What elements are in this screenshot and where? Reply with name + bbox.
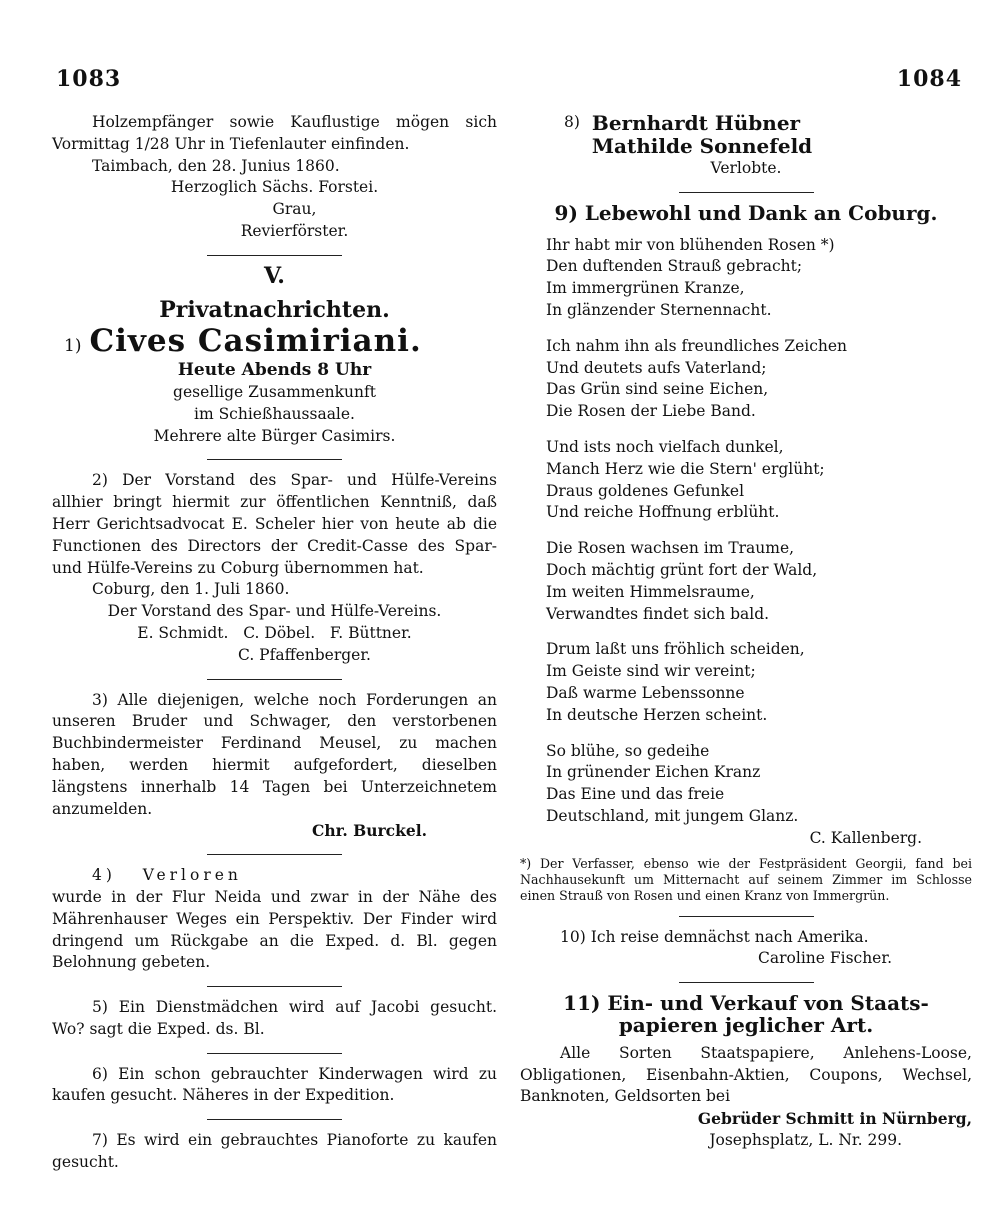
- notice-3-sign: Chr. Burckel.: [311, 821, 427, 841]
- notice-8: [564, 112, 972, 158]
- poem-line: Doch mächtig grünt fort der Wald,: [546, 560, 818, 579]
- section-title: Privatnachrichten.: [159, 296, 390, 323]
- forst-notice-date: Taimbach, den 28. Junius 1860.: [92, 156, 340, 175]
- forst-notice-title: Revierförster.: [240, 221, 349, 240]
- right-column: [520, 112, 972, 1152]
- poem-line: Manch Herz wie die Stern' erglüht;: [546, 459, 825, 478]
- notice-1-line1: gesellige Zusammenkunft: [173, 382, 376, 401]
- poem-line: Im immergrünen Kranze,: [546, 279, 745, 298]
- poem-line: Das Grün sind seine Eichen,: [546, 380, 769, 399]
- poem-line: Die Rosen wachsen im Traume,: [546, 539, 795, 558]
- notice-2-text: 2) Der Vorstand des Spar- und Hülfe-Vereins allhier bringt hiermit zur öffentlichen Kenntniß, daß Herr Gerichtsadvocat E. Scheler hier von heute ab die Functionen des Directors der Credit-Casse des Spar- und Hülfe-Vereins zu Coburg übernommen hat.: [52, 471, 497, 577]
- notice-3-text: 3) Alle diejenigen, welche noch Forderungen an unseren Bruder und Schwager, den verstorbenen Buchbindermeister Ferdinand Meusel, zu machen haben, werden hiermit aufgefordert, dieselben längstens innerhalb 14 Tagen bei Unterzeichnetem anzumelden.: [52, 690, 497, 818]
- poem-stanza: [520, 336, 972, 423]
- notice-2-date: Coburg, den 1. Juli 1860.: [92, 580, 290, 599]
- poem-stanza: [520, 538, 972, 625]
- notice-4-heading: 4) Verloren: [92, 866, 242, 885]
- notice-11-text: Alle Sorten Staatspapiere, Anlehens-Loose, Obligationen, Eisenbahn-Aktien, Coupons, Wechsel, Banknoten, Geldsorten bei: [520, 1043, 972, 1106]
- poem-line: In glänzender Sternennacht.: [546, 300, 772, 319]
- forst-notice-name: Grau,: [272, 200, 317, 219]
- notice-11-title-2: papieren jeglicher Art.: [618, 1012, 874, 1037]
- page-number-left: 1083: [56, 66, 122, 92]
- notice-4-text: wurde in der Flur Neida und zwar in der Nähe des Mährenhauser Weges ein Perspektiv. Der Finder wird dringend um Rückgabe an die Exped. d. Bl. gegen Belohnung gebeten.: [52, 887, 497, 972]
- page-number-right: 1084: [896, 66, 962, 92]
- poem-line: So blühe, so gedeihe: [546, 741, 710, 760]
- poem-line: Deutschland, mit jungem Glanz.: [546, 806, 799, 825]
- divider: [679, 192, 814, 193]
- notice-7-text: 7) Es wird ein gebrauchtes Pianoforte zu kaufen gesucht.: [52, 1131, 497, 1172]
- notice-1-time: Heute Abends 8 Uhr: [177, 360, 372, 381]
- divider: [207, 854, 342, 855]
- poem-line: Und ists noch vielfach dunkel,: [546, 437, 784, 456]
- poem-line: Den duftenden Strauß gebracht;: [546, 257, 803, 276]
- notice-10-text: 10) Ich reise demnächst nach Amerika.: [560, 927, 869, 946]
- notice-6-text: 6) Ein schon gebrauchter Kinderwagen wird zu kaufen gesucht. Näheres in der Expedition.: [52, 1064, 497, 1105]
- poem-line: Im weiten Himmelsraume,: [546, 582, 755, 601]
- forst-notice-text: Holzempfänger sowie Kauflustige mögen sich Vormittag 1/28 Uhr in Tiefenlauter einfinden.: [52, 113, 497, 153]
- notice-8-name-2: Mathilde Sonnefeld: [591, 134, 813, 158]
- divider: [207, 679, 342, 680]
- notice-1-heading: [64, 323, 497, 360]
- poem-footnote: *) Der Verfasser, ebenso wie der Festpräsident Georgii, fand bei Nachhausekunft um Mitternacht auf seinem Zimmer im Schlosse einen Strauß von Rosen und einen Kranz von Immergrün.: [520, 855, 972, 903]
- divider: [679, 916, 814, 917]
- divider: [207, 459, 342, 460]
- poem-line: Und deutets aufs Vaterland;: [546, 358, 767, 377]
- poem-signature: C. Kallenberg.: [809, 828, 922, 847]
- notice-11-firm: Gebrüder Schmitt in Nürnberg,: [697, 1109, 972, 1129]
- poem-stanza: [520, 741, 972, 828]
- poem-stanza: [520, 639, 972, 726]
- poem: [520, 235, 972, 828]
- divider: [207, 1119, 342, 1120]
- notice-2-name-last: C. Pfaffenberger.: [238, 645, 371, 664]
- forst-notice-office: Herzoglich Sächs. Forstei.: [170, 178, 379, 197]
- notice-8-name-1: Bernhardt Hübner: [591, 111, 801, 135]
- poem-line: Drum laßt uns fröhlich scheiden,: [546, 640, 805, 659]
- notice-1-title: Cives Casimiriani.: [89, 323, 422, 360]
- notice-10-sign: Caroline Fischer.: [758, 949, 892, 968]
- notice-11-title-1: 11) Ein- und Verkauf von Staats-: [563, 991, 929, 1016]
- poem-line: Die Rosen der Liebe Band.: [546, 402, 756, 421]
- poem-line: Ich nahm ihn als freundliches Zeichen: [546, 336, 848, 355]
- poem-line: Im Geiste sind wir vereint;: [546, 662, 756, 681]
- notice-8-status: Verlobte.: [710, 159, 782, 177]
- poem-stanza: [520, 437, 972, 524]
- poem-line: Draus goldenes Gefunkel: [546, 481, 745, 500]
- divider: [207, 255, 342, 256]
- left-column: [52, 112, 497, 1174]
- notice-1-sign: Mehrere alte Bürger Casimirs.: [153, 426, 396, 445]
- poem-line: Daß warme Lebenssonne: [546, 683, 745, 702]
- notice-8-number: 8): [564, 113, 580, 131]
- poem-line: Verwandtes findet sich bald.: [546, 604, 770, 623]
- poem-line: In grünender Eichen Kranz: [546, 763, 761, 782]
- notice-5-text: 5) Ein Dienstmädchen wird auf Jacobi gesucht. Wo? sagt die Exped. ds. Bl.: [52, 998, 497, 1038]
- poem-stanza: [520, 235, 972, 322]
- notice-9-title: 9) Lebewohl und Dank an Coburg.: [554, 200, 938, 225]
- notice-11-address: Josephsplatz, L. Nr. 299.: [709, 1130, 902, 1149]
- notice-1-line2: im Schießhaussaale.: [193, 404, 355, 423]
- poem-line: Das Eine und das freie: [546, 785, 725, 804]
- notice-2-names: E. Schmidt. C. Döbel. F. Büttner.: [137, 623, 412, 642]
- notice-1-number: 1): [64, 336, 82, 357]
- divider: [207, 1053, 342, 1054]
- divider: [207, 986, 342, 987]
- divider: [679, 982, 814, 983]
- poem-line: Ihr habt mir von blühenden Rosen *): [546, 235, 835, 254]
- poem-line: In deutsche Herzen scheint.: [546, 705, 768, 724]
- section-number: V.: [264, 262, 285, 289]
- notice-2-board: Der Vorstand des Spar- und Hülfe-Vereins.: [107, 602, 442, 621]
- poem-line: Und reiche Hoffnung erblüht.: [546, 503, 780, 522]
